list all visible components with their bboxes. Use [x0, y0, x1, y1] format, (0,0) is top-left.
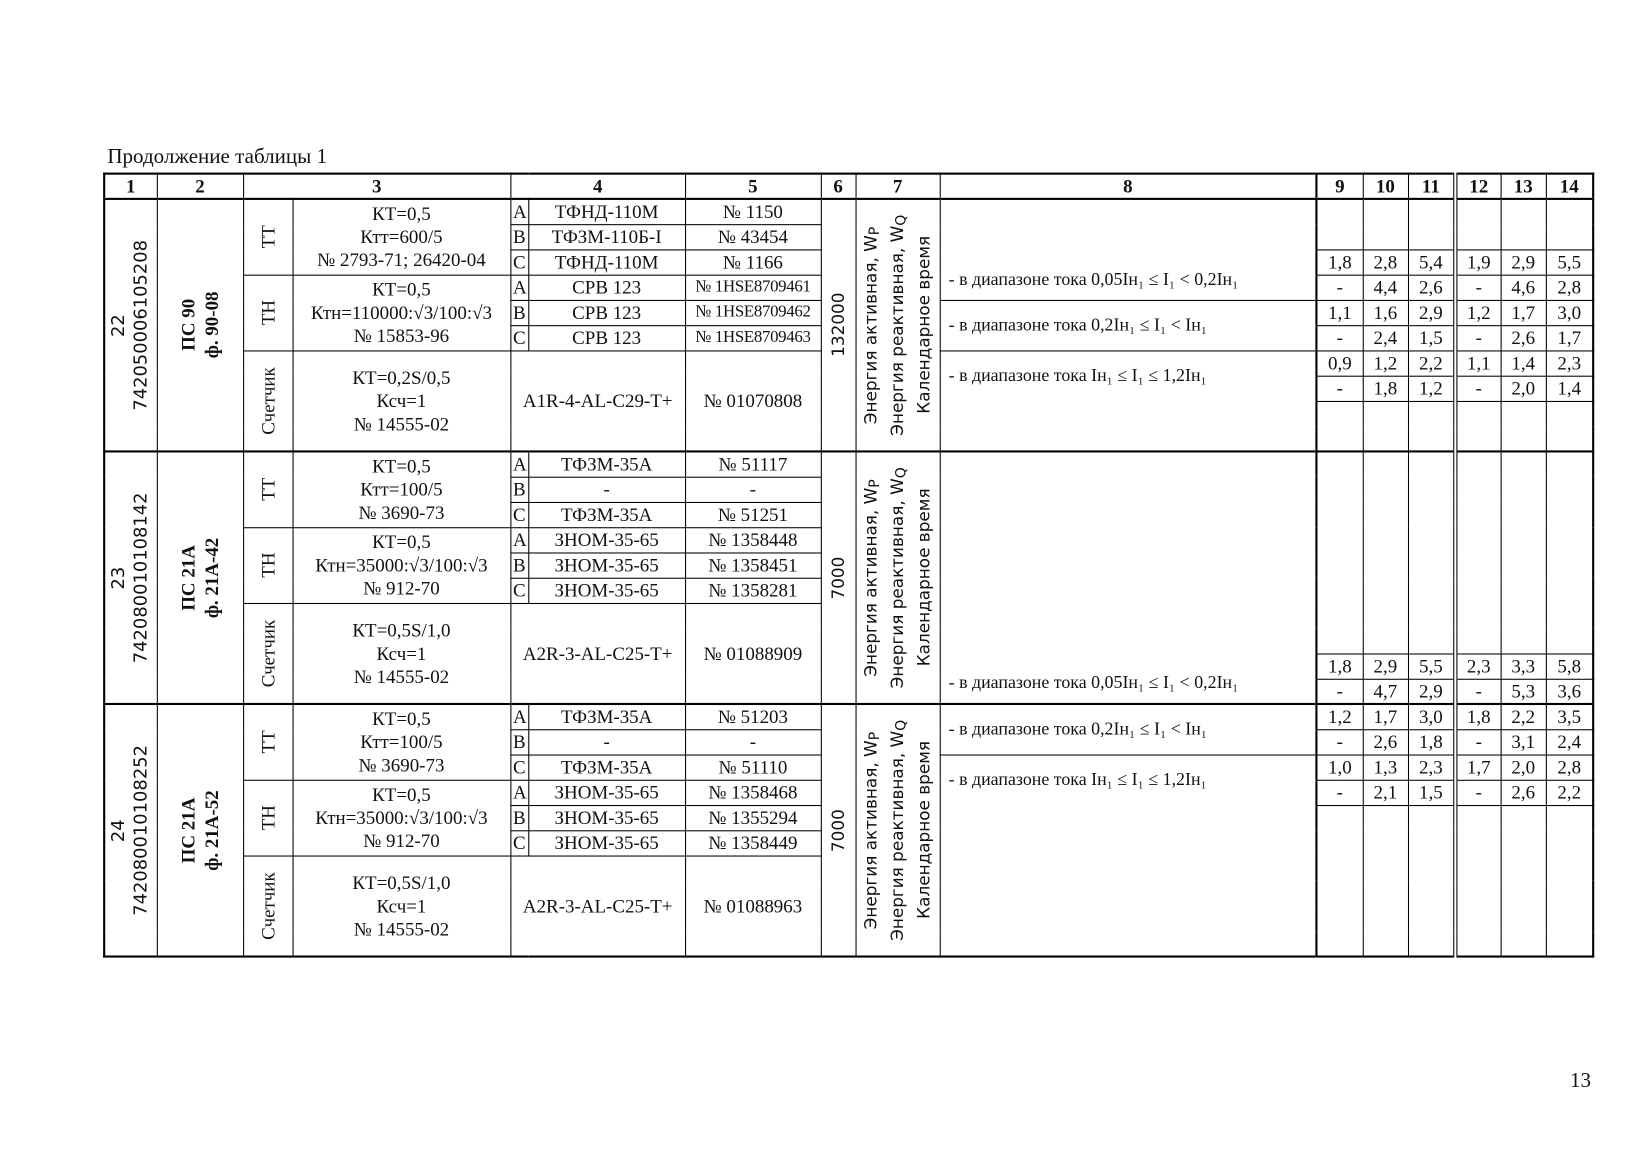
- value-cell: 2,6: [1501, 325, 1546, 350]
- phase: A: [510, 780, 528, 805]
- value-cell: 4,6: [1501, 275, 1546, 300]
- device-type: СРВ 123: [528, 275, 685, 300]
- tt-label: ТТ: [257, 478, 279, 502]
- value-cell: [1316, 451, 1362, 653]
- value-cell: [1546, 199, 1593, 250]
- accuracy-class: КТ=0,5: [372, 783, 431, 806]
- serial-number: № 1358281: [685, 578, 821, 603]
- value-cell: -: [1316, 325, 1362, 350]
- accuracy-class: КТ=0,5: [372, 278, 431, 300]
- value-cell: [1316, 199, 1362, 250]
- power-cell: [821, 199, 856, 452]
- value-cell: 1,8: [1408, 729, 1455, 754]
- value-cell: 1,9: [1455, 249, 1500, 274]
- registry-number: № 14555-02: [353, 918, 450, 940]
- device-type: ЗНОМ-35-65: [528, 830, 685, 855]
- value-cell: 2,6: [1501, 780, 1546, 805]
- device-type: ТФНД-110М: [528, 249, 685, 274]
- value-cell: 1,2: [1363, 350, 1408, 375]
- tn-label-cell: [243, 780, 292, 856]
- phase: C: [510, 754, 528, 779]
- measures-cell: [856, 704, 940, 957]
- serial-number: № 1150: [685, 199, 821, 224]
- col-header: 13: [1501, 174, 1546, 199]
- meter-label: Счетчик: [257, 366, 279, 435]
- measure-reactive: Энергия реактивная, $W_Q$: [887, 214, 910, 436]
- value-cell: [1501, 451, 1546, 653]
- measure-reactive: Энергия реактивная, $W_Q$: [887, 467, 910, 689]
- phase: C: [510, 502, 528, 527]
- current-range: - в диапазоне тока 0,2Iн₁ ≤ I₁ < Iн₁: [940, 300, 1317, 351]
- accuracy-class: КТ=0,5S/1,0: [352, 619, 451, 641]
- serial-number: № 1358448: [685, 527, 821, 552]
- current-range: - в диапазоне тока Iн₁ ≤ I₁ ≤ 1,2Iн₁: [940, 754, 1317, 956]
- value-cell: 2,2: [1408, 350, 1455, 375]
- value-cell: 5,3: [1501, 679, 1546, 704]
- power-value: 7000: [828, 556, 849, 600]
- ratio: Ктн=35000:√3/100:√3: [315, 807, 488, 829]
- ratio: Ктн=110000:√3/100:√3: [310, 302, 492, 324]
- accuracy-class: КТ=0,5S/1,0: [352, 872, 451, 894]
- device-type: ТФЗМ-35А: [528, 451, 685, 476]
- value-cell: 2,0: [1501, 754, 1546, 779]
- serial-number: № 51117: [685, 451, 821, 476]
- value-cell: 2,0: [1501, 376, 1546, 401]
- device-type: ЗНОМ-35-65: [528, 780, 685, 805]
- meter-label-cell: [243, 603, 292, 704]
- value-cell: 3,6: [1546, 679, 1593, 704]
- serial-number: -: [685, 729, 821, 754]
- value-cell: 2,6: [1408, 275, 1455, 300]
- meter-label: Счетчик: [257, 872, 279, 940]
- value-cell: 1,7: [1501, 300, 1546, 325]
- table-caption: Продолжение таблицы 1: [107, 145, 328, 169]
- measure-time: Календарное время: [914, 488, 935, 667]
- value-cell: 1,5: [1408, 325, 1455, 350]
- value-cell: [1408, 401, 1455, 452]
- tt-label-cell: [243, 199, 292, 275]
- value-cell: 1,7: [1546, 325, 1593, 350]
- phase: A: [510, 527, 528, 552]
- value-cell: 2,8: [1546, 275, 1593, 300]
- phase: C: [510, 578, 528, 603]
- accuracy-class: КТ=0,5: [372, 531, 431, 553]
- serial-number: № 1358451: [685, 552, 821, 577]
- col-header: 2: [157, 174, 243, 199]
- accuracy-class: КТ=0,5: [372, 203, 431, 225]
- value-cell: 1,8: [1316, 249, 1362, 274]
- value-cell: 1,1: [1316, 300, 1362, 325]
- tt-params: [293, 704, 511, 780]
- device-type: ТФЗМ-35А: [528, 502, 685, 527]
- value-cell: [1455, 805, 1500, 957]
- value-cell: -: [1316, 729, 1362, 754]
- station-name: ПС 90: [177, 299, 199, 352]
- record-code: 742080010108142: [130, 492, 152, 664]
- table-row: [104, 199, 1593, 224]
- tn-label-cell: [243, 527, 292, 603]
- col-header: 1: [104, 174, 157, 199]
- value-cell: 2,9: [1408, 679, 1455, 704]
- meter-label-cell: [243, 350, 292, 451]
- value-cell: 1,7: [1363, 704, 1408, 729]
- table-row: [104, 451, 1593, 476]
- value-cell: [1546, 401, 1593, 452]
- meter-type: A1R-4-AL-C29-T+: [510, 350, 685, 451]
- registry-number: № 3690-73: [358, 502, 445, 524]
- registry-number: № 3690-73: [358, 754, 445, 776]
- power-cell: [821, 704, 856, 957]
- value-cell: [1316, 805, 1362, 957]
- value-cell: 1,8: [1316, 653, 1362, 678]
- station-cell: [157, 704, 243, 957]
- col-header: 9: [1316, 174, 1362, 199]
- tn-label: ТН: [257, 805, 279, 831]
- phase: A: [510, 275, 528, 300]
- value-cell: 2,4: [1546, 729, 1593, 754]
- measures-cell: [856, 451, 940, 704]
- value-cell: 1,5: [1408, 780, 1455, 805]
- serial-number: № 1358449: [685, 830, 821, 855]
- value-cell: -: [1455, 376, 1500, 401]
- power-value: 132000: [828, 293, 849, 358]
- serial-number: № 1HSE8709463: [685, 325, 821, 350]
- current-range: - в диапазоне тока 0,05Iн₁ ≤ I₁ < 0,2Iн₁: [940, 199, 1317, 300]
- value-cell: 2,8: [1363, 249, 1408, 274]
- accuracy-class: КТ=0,5: [372, 708, 431, 730]
- col-header: 8: [940, 174, 1317, 199]
- value-cell: 1,3: [1363, 754, 1408, 779]
- value-cell: 1,1: [1455, 350, 1500, 375]
- measures-cell: [856, 199, 940, 452]
- phase: C: [510, 830, 528, 855]
- value-cell: 2,3: [1546, 350, 1593, 375]
- serial-number: № 1358468: [685, 780, 821, 805]
- header-row: [104, 174, 1593, 199]
- value-cell: [1316, 401, 1362, 452]
- value-cell: 5,4: [1408, 249, 1455, 274]
- ratio: Ксч=1: [376, 390, 427, 412]
- phase: B: [510, 224, 528, 249]
- tt-label-cell: [243, 451, 292, 527]
- meter-params: [293, 603, 511, 704]
- col-header: 11: [1408, 174, 1455, 199]
- value-cell: 1,4: [1546, 376, 1593, 401]
- ratio: Ктт=100/5: [360, 479, 443, 501]
- value-cell: [1363, 451, 1408, 653]
- col-header: 3: [243, 174, 510, 199]
- record-number-cell: [104, 199, 157, 452]
- value-cell: [1546, 451, 1593, 653]
- meter-label-cell: [243, 856, 292, 957]
- value-cell: 1,2: [1316, 704, 1362, 729]
- value-cell: 4,7: [1363, 679, 1408, 704]
- value-cell: 2,8: [1546, 754, 1593, 779]
- meter-label: Счетчик: [257, 619, 279, 687]
- meter-params: [293, 856, 511, 957]
- col-header: 14: [1546, 174, 1593, 199]
- tn-label: ТН: [257, 552, 279, 578]
- phase: B: [510, 729, 528, 754]
- ratio: Ктт=100/5: [360, 731, 443, 753]
- value-cell: [1455, 199, 1500, 250]
- device-type: СРВ 123: [528, 325, 685, 350]
- value-cell: -: [1316, 679, 1362, 704]
- value-cell: -: [1455, 325, 1500, 350]
- serial-number: № 1355294: [685, 805, 821, 830]
- power-cell: [821, 451, 856, 704]
- feeder-name: ф. 21А-42: [200, 537, 223, 618]
- serial-number: № 1HSE8709461: [685, 275, 821, 300]
- value-cell: 3,1: [1501, 729, 1546, 754]
- phase: B: [510, 300, 528, 325]
- record-number-cell: [104, 451, 157, 704]
- table-row: [104, 704, 1593, 729]
- value-cell: 5,8: [1546, 653, 1593, 678]
- value-cell: 1,7: [1455, 754, 1500, 779]
- current-range: - в диапазоне тока 0,2Iн₁ ≤ I₁ < Iн₁: [940, 704, 1317, 755]
- device-type: ТФЗМ-35А: [528, 704, 685, 729]
- value-cell: [1501, 199, 1546, 250]
- registry-number: № 14555-02: [353, 413, 450, 435]
- current-range: - в диапазоне тока Iн₁ ≤ I₁ ≤ 1,2Iн₁: [940, 350, 1317, 451]
- station-cell: [157, 199, 243, 452]
- phase: A: [510, 199, 528, 224]
- phase: B: [510, 552, 528, 577]
- station-name: ПС 21А: [177, 544, 199, 611]
- value-cell: 2,9: [1363, 653, 1408, 678]
- feeder-name: ф. 90-08: [200, 291, 223, 359]
- value-cell: 0,9: [1316, 350, 1362, 375]
- registry-number: № 912-70: [363, 577, 440, 599]
- value-cell: 1,6: [1363, 300, 1408, 325]
- tn-label: ТН: [257, 299, 279, 326]
- col-header: 4: [510, 174, 685, 199]
- value-cell: 3,3: [1501, 653, 1546, 678]
- device-type: ЗНОМ-35-65: [528, 527, 685, 552]
- value-cell: -: [1455, 679, 1500, 704]
- phase: B: [510, 477, 528, 502]
- value-cell: [1501, 805, 1546, 957]
- value-cell: -: [1455, 780, 1500, 805]
- phase: A: [510, 451, 528, 476]
- device-type: -: [528, 729, 685, 754]
- value-cell: -: [1455, 275, 1500, 300]
- serial-number: № 51251: [685, 502, 821, 527]
- current-range: - в диапазоне тока 0,05Iн₁ ≤ I₁ < 0,2Iн₁: [940, 451, 1317, 704]
- value-cell: 2,9: [1408, 300, 1455, 325]
- measure-active: Энергия активная, $W_P$: [861, 731, 884, 930]
- phase: B: [510, 805, 528, 830]
- meter-serial: № 01088963: [685, 856, 821, 957]
- value-cell: 1,2: [1408, 376, 1455, 401]
- equipment-table: [103, 173, 1594, 958]
- measure-time: Календарное время: [914, 236, 935, 415]
- value-cell: [1408, 805, 1455, 957]
- measure-active: Энергия активная, $W_P$: [861, 478, 884, 677]
- tn-params: [293, 275, 511, 351]
- accuracy-class: КТ=0,5: [372, 455, 431, 477]
- col-header: 12: [1455, 174, 1500, 199]
- value-cell: -: [1316, 275, 1362, 300]
- value-cell: 3,0: [1408, 704, 1455, 729]
- value-cell: 3,5: [1546, 704, 1593, 729]
- value-cell: 2,9: [1501, 249, 1546, 274]
- value-cell: [1455, 401, 1500, 452]
- col-header: 6: [821, 174, 856, 199]
- tt-label-cell: [243, 704, 292, 780]
- registry-number: № 15853-96: [353, 325, 450, 347]
- value-cell: -: [1316, 780, 1362, 805]
- meter-type: A2R-3-AL-C25-T+: [510, 603, 685, 704]
- value-cell: [1546, 805, 1593, 957]
- value-cell: 2,3: [1408, 754, 1455, 779]
- phase: A: [510, 704, 528, 729]
- registry-number: № 2793-71; 26420-04: [317, 249, 486, 271]
- col-header: 7: [856, 174, 940, 199]
- ratio: Ксч=1: [376, 895, 427, 917]
- device-type: ЗНОМ-35-65: [528, 578, 685, 603]
- value-cell: 4,4: [1363, 275, 1408, 300]
- record-number-cell: [104, 704, 157, 957]
- ratio: Ктн=35000:√3/100:√3: [315, 554, 488, 576]
- ratio: Ксч=1: [376, 642, 427, 664]
- tt-label: ТТ: [257, 225, 279, 249]
- record-code: 742050006105208: [130, 239, 152, 411]
- value-cell: 2,2: [1501, 704, 1546, 729]
- value-cell: [1455, 451, 1500, 653]
- value-cell: [1363, 805, 1408, 957]
- value-cell: 2,2: [1546, 780, 1593, 805]
- record-number: 24: [108, 818, 130, 842]
- measure-time: Календарное время: [914, 741, 935, 920]
- value-cell: 1,4: [1501, 350, 1546, 375]
- feeder-name: ф. 21А-52: [200, 790, 223, 871]
- registry-number: № 912-70: [363, 830, 440, 852]
- tt-params: [293, 451, 511, 527]
- serial-number: № 1HSE8709462: [685, 300, 821, 325]
- device-type: ТФЗМ-35А: [528, 754, 685, 779]
- value-cell: 1,2: [1455, 300, 1500, 325]
- tt-label: ТТ: [257, 730, 279, 754]
- accuracy-class: КТ=0,2S/0,5: [352, 366, 451, 389]
- tn-label-cell: [243, 275, 292, 351]
- measure-active: Энергия активная, $W_P$: [861, 226, 884, 424]
- device-type: ТФНД-110М: [528, 199, 685, 224]
- tn-params: [293, 780, 511, 856]
- device-type: ЗНОМ-35-65: [528, 805, 685, 830]
- device-type: СРВ 123: [528, 300, 685, 325]
- value-cell: [1408, 199, 1455, 250]
- value-cell: 1,8: [1363, 376, 1408, 401]
- meter-type: A2R-3-AL-C25-T+: [510, 856, 685, 957]
- value-cell: [1408, 451, 1455, 653]
- record-number: 22: [108, 313, 130, 337]
- value-cell: 2,4: [1363, 325, 1408, 350]
- serial-number: № 51110: [685, 754, 821, 779]
- col-header: 5: [685, 174, 821, 199]
- serial-number: № 43454: [685, 224, 821, 249]
- tn-params: [293, 527, 511, 603]
- value-cell: 1,0: [1316, 754, 1362, 779]
- tt-params: [293, 199, 511, 275]
- record-code: 742080010108252: [130, 744, 152, 916]
- value-cell: 2,1: [1363, 780, 1408, 805]
- value-cell: 5,5: [1546, 249, 1593, 274]
- page-number: 13: [1570, 1069, 1592, 1093]
- value-cell: 5,5: [1408, 653, 1455, 678]
- power-value: 7000: [828, 808, 849, 852]
- station-cell: [157, 451, 243, 704]
- value-cell: [1501, 401, 1546, 452]
- device-type: ТФЗМ-110Б-I: [528, 224, 685, 249]
- phase: C: [510, 325, 528, 350]
- value-cell: 2,3: [1455, 653, 1500, 678]
- record-number: 23: [108, 566, 130, 590]
- meter-serial: № 01088909: [685, 603, 821, 704]
- value-cell: 2,6: [1363, 729, 1408, 754]
- value-cell: -: [1316, 376, 1362, 401]
- value-cell: -: [1455, 729, 1500, 754]
- serial-number: № 51203: [685, 704, 821, 729]
- col-header: 10: [1363, 174, 1408, 199]
- device-type: -: [528, 477, 685, 502]
- ratio: Ктт=600/5: [360, 226, 443, 248]
- serial-number: № 1166: [685, 249, 821, 274]
- meter-params: [293, 350, 511, 451]
- serial-number: -: [685, 477, 821, 502]
- value-cell: [1363, 401, 1408, 452]
- device-type: ЗНОМ-35-65: [528, 552, 685, 577]
- phase: C: [510, 249, 528, 274]
- value-cell: 3,0: [1546, 300, 1593, 325]
- measure-reactive: Энергия реактивная, $W_Q$: [887, 719, 910, 941]
- meter-serial: № 01070808: [685, 350, 821, 451]
- value-cell: 1,8: [1455, 704, 1500, 729]
- value-cell: [1363, 199, 1408, 250]
- registry-number: № 14555-02: [353, 665, 450, 687]
- station-name: ПС 21А: [177, 797, 199, 864]
